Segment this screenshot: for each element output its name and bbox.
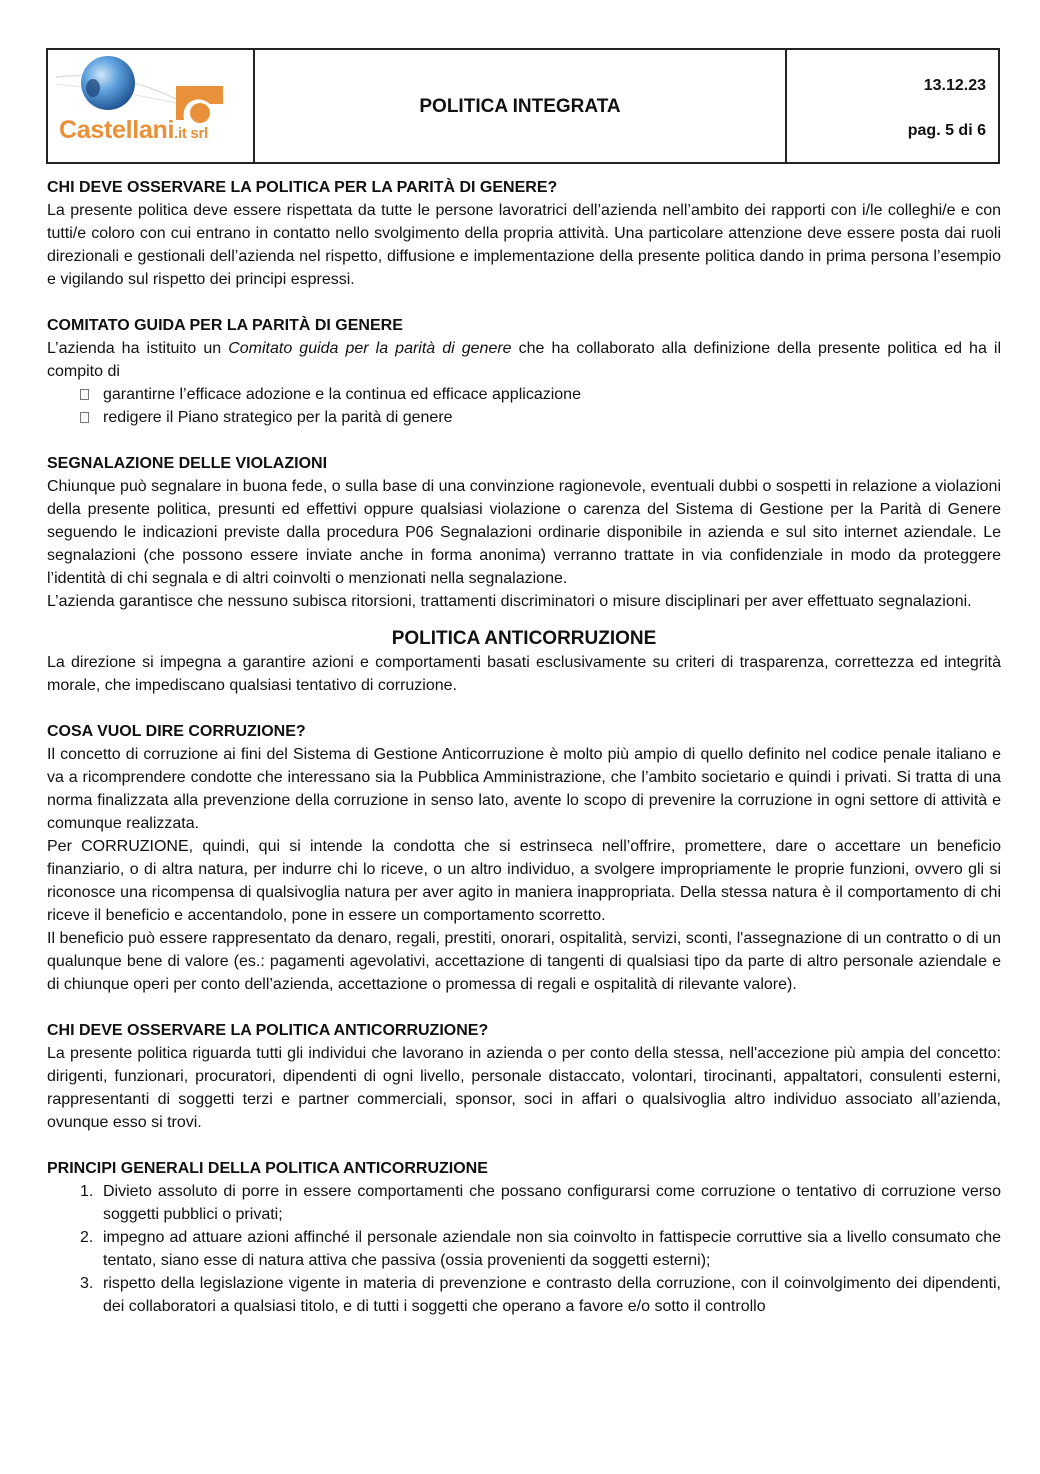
list-item: redigere il Piano strategico per la parità di genere bbox=[47, 406, 1001, 429]
document-header bbox=[46, 48, 1000, 164]
page-number: pag. 5 di 6 bbox=[907, 122, 986, 139]
list-item: garantirne l’efficace adozione e la continua ed efficace applicazione bbox=[47, 383, 1001, 406]
paragraph: La direzione si impegna a garantire azioni e comportamenti basati esclusivamente su criteri di trasparenza, correttezza ed integrità morale, che impediscano qualsiasi tentativo di corruzione. bbox=[47, 654, 1001, 694]
section-principles bbox=[47, 1157, 1001, 1318]
section-corruption-meaning bbox=[47, 720, 1001, 996]
section-violations bbox=[47, 452, 1001, 613]
section-heading: CHI DEVE OSSERVARE LA POLITICA PER LA PARITÀ DI GENERE? bbox=[47, 179, 558, 196]
paragraph: La presente politica deve essere rispettata da tutte le persone lavoratrici dell’azienda nell’ambito dei rapporti con i/le colleghi/e e con tutti/e coloro con cui entrano in contatto nello svolgimento della propria attività. Una particolare attenzione deve essere posta dai ruoli direzionali e gestionali dell’azienda nel rispetto, diffusione e implementazione della presente politica dando in prima persona l’esempio e vigilando sul rispetto dei principi espressi. bbox=[47, 202, 1001, 288]
section-heading: COMITATO GUIDA PER LA PARITÀ DI GENERE bbox=[47, 317, 403, 334]
square-bullet-icon bbox=[80, 389, 89, 400]
paragraph: L’azienda ha istituito un Comitato guida per la parità di genere che ha collaborato alla definizione della presente politica ed ha il compito di bbox=[47, 340, 1001, 380]
paragraph: L’azienda garantisce che nessuno subisca ritorsioni, trattamenti discriminatori o misure disciplinari per aver effettuato segnalazioni. bbox=[47, 593, 972, 610]
paragraph: La presente politica riguarda tutti gli individui che lavorano in azienda o per conto della stessa, nell'accezione più ampia del concetto: dirigenti, funzionari, procuratori, dipendenti di ogni livello, personale distaccato, volontari, tirocinanti, appaltatori, consulenti esterni, rappresentanti di soggetti terzi e partner commerciali, sponsor, soci in affari o qualsivoglia altro individuo associato all’azienda, ovunque esso si trovi. bbox=[47, 1045, 1001, 1131]
meta-cell bbox=[787, 50, 998, 162]
paragraph: Il beneficio può essere rappresentato da denaro, regali, prestiti, onorari, ospitalità, servizi, sconti, l'assegnazione di un contratto o di un qualunque bene di valore (es.: pagamenti agevolativi, accettazione di tangenti di qualsiasi tipo da parte di altro personale aziendale e di chiunque operi per conto dell’azienda, accettazione o promessa di regali e ospitalità di rilevante valore). bbox=[47, 930, 1001, 993]
committee-name: Comitato guida per la parità di genere bbox=[228, 340, 512, 357]
section-parity-committee bbox=[47, 314, 1001, 429]
list-item: 3. rispetto della legislazione vigente in materia di prevenzione e contrasto della corruzione, con il coinvolgimento dei dipendenti, dei collaboratori a qualsiasi titolo, e di tutti i soggetti che operano a favore e/o sotto il controllo bbox=[80, 1275, 1001, 1315]
logo-cell bbox=[48, 50, 255, 162]
paragraph: Chiunque può segnalare in buona fede, o sulla base di una convinzione ragionevole, eventuali dubbi o sospetti in relazione a violazioni della presente politica, presunti ed effettivi oppure qualsiasi violazione o carenza del Sistema di Gestione per la Parità di Genere seguendo le indicazioni previste dalla procedura P06 Segnalazioni ordinarie disponibile in azienda e sul sito internet aziendale. Le segnalazioni (che possono essere inviate anche in forma anonima) verranno trattate in via confidenziale in modo da proteggere l’identità di chi segnala e di altri coinvolti o menzionati nella segnalazione. bbox=[47, 478, 1001, 587]
section-anticorruption bbox=[47, 627, 1001, 697]
section-parity-who bbox=[47, 176, 1001, 291]
document-title: POLITICA INTEGRATA bbox=[419, 96, 621, 117]
section-title: POLITICA ANTICORRUZIONE bbox=[391, 628, 657, 649]
company-logo bbox=[48, 50, 251, 162]
globe-icon bbox=[48, 50, 251, 162]
numbered-list bbox=[47, 1180, 1001, 1318]
section-heading: PRINCIPI GENERALI DELLA POLITICA ANTICORRUZIONE bbox=[47, 1160, 488, 1177]
section-heading: SEGNALAZIONE DELLE VIOLAZIONI bbox=[47, 455, 328, 472]
square-bullet-icon bbox=[80, 412, 89, 423]
section-heading: COSA VUOL DIRE CORRUZIONE? bbox=[47, 723, 306, 740]
paragraph: Per CORRUZIONE, quindi, qui si intende la condotta che si estrinseca nell’offrire, promettere, dare o accettare un beneficio finanziario, o di altra natura, per indurre chi lo riceve, o un altro individuo, a svolgere impropriamente le proprie funzioni, ovvero gli si riconosce una ricompensa di qualsivoglia natura per aver agito in maniera inappropriata. Della stessa natura è il comportamento di chi riceve il beneficio e accentandolo, pone in essere un comportamento scorretto. bbox=[47, 838, 1001, 924]
bullet-list bbox=[47, 383, 1001, 429]
section-anticorruption-who bbox=[47, 1019, 1001, 1134]
section-heading: CHI DEVE OSSERVARE LA POLITICA ANTICORRUZIONE? bbox=[47, 1022, 489, 1039]
company-name: Castellani.it srl bbox=[59, 116, 208, 144]
title-cell bbox=[255, 50, 787, 162]
document-date: 13.12.23 bbox=[923, 77, 986, 94]
list-item: 1. Divieto assoluto di porre in essere comportamenti che possano configurarsi come corruzione o tentativo di corruzione verso soggetti pubblici o privati; bbox=[80, 1183, 1001, 1223]
document-body bbox=[47, 176, 1001, 1318]
paragraph: Il concetto di corruzione ai fini del Sistema di Gestione Anticorruzione è molto più ampio di quello definito nel codice penale italiano e va a ricomprendere condotte che interessano sia la Pubblica Amministrazione, che l’ambito societario e quindi i privati. Si tratta di una norma finalizzata alla prevenzione della corruzione in senso lato, avente lo scopo di prevenire la corruzione in ogni settore di attività e comunque realizzata. bbox=[47, 746, 1001, 832]
list-item: 2. impegno ad attuare azioni affinché il personale aziendale non sia coinvolto in fattispecie corruttive sia a livello consumato che tentato, siano esse di natura attiva che passiva (ossia provenienti da soggetti esterni); bbox=[80, 1229, 1001, 1269]
